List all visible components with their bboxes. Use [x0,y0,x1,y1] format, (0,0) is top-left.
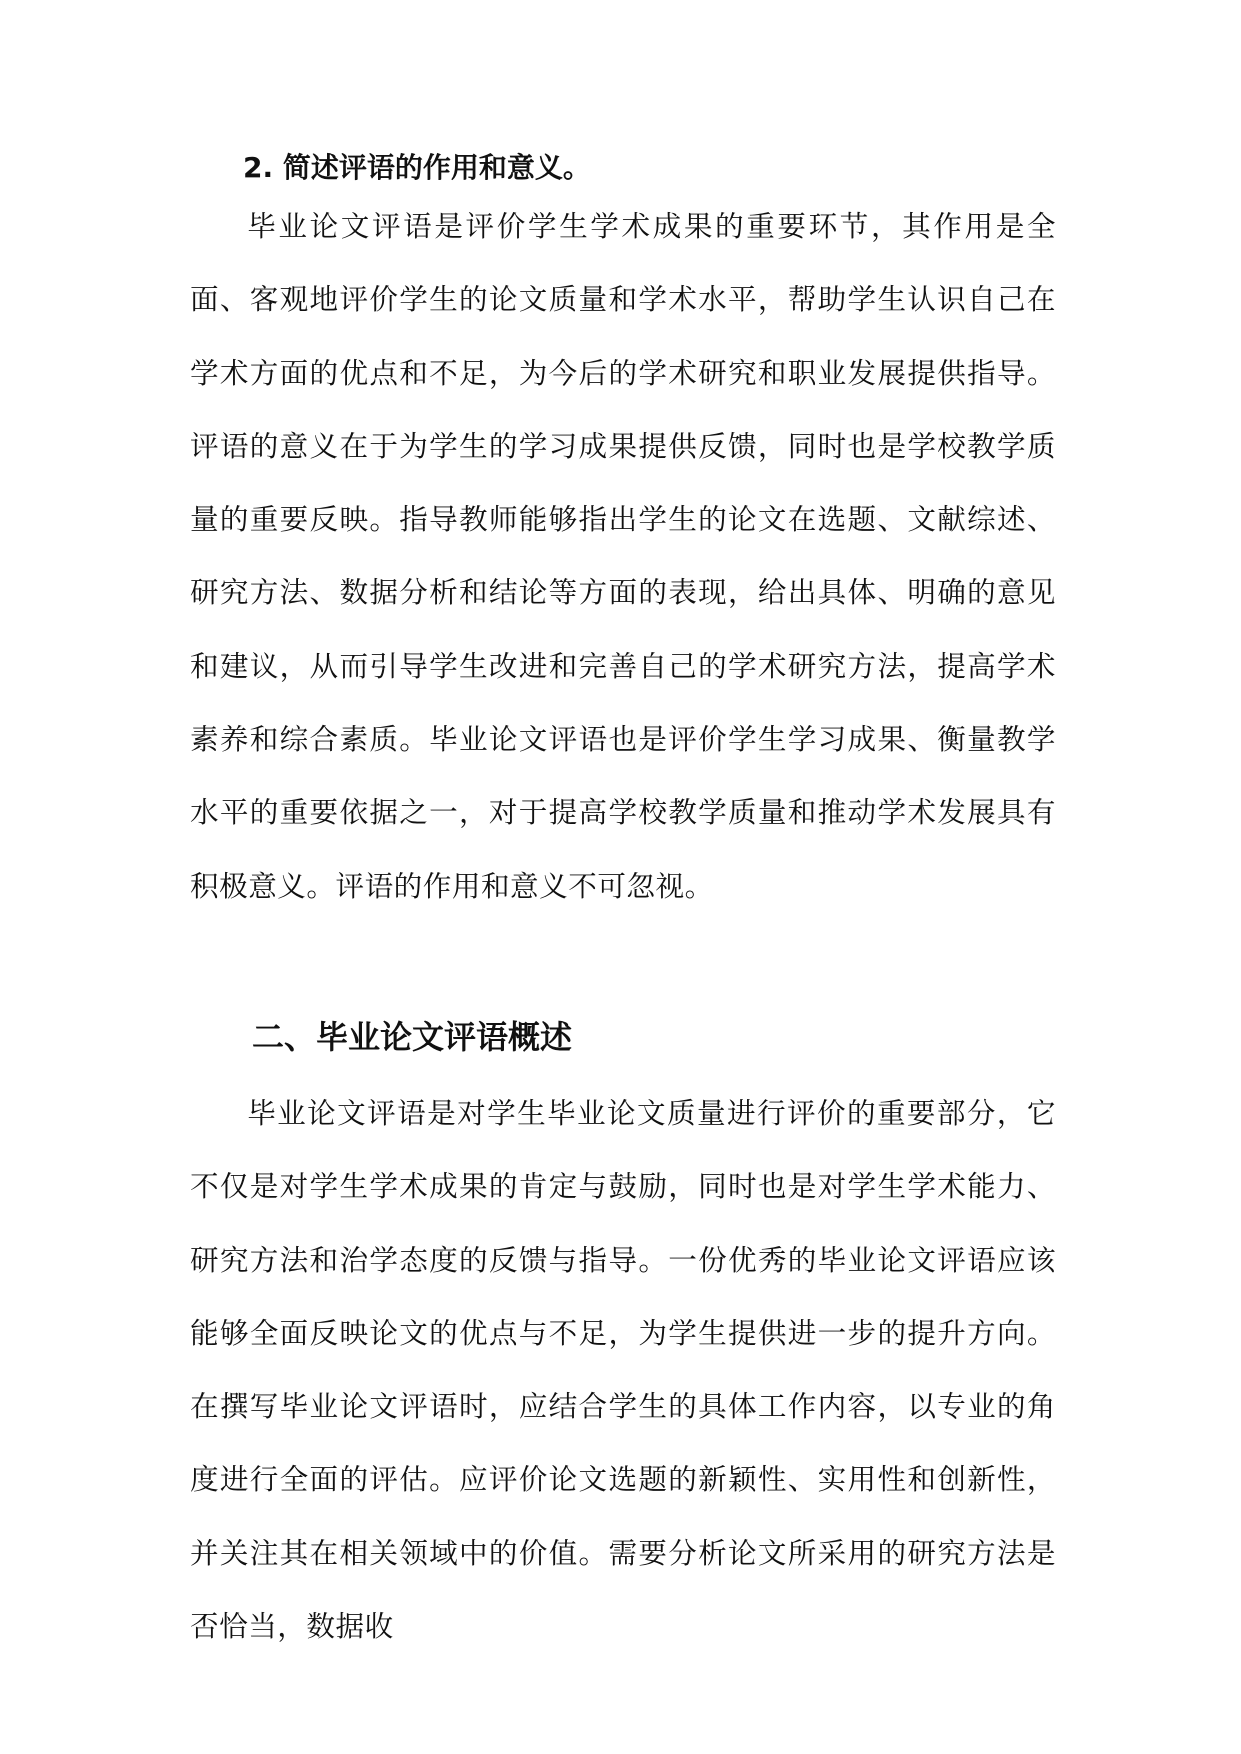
section-heading: 二、毕业论文评语概述 [252,1018,573,1056]
subsection-heading: 2. 简述评语的作用和意义。 [243,151,591,184]
paragraph-role-significance: 毕业论文评语是评价学生学术成果的重要环节，其作用是全面、客观地评价学生的论文质量和学术水平，帮助学生认识自己在学术方面的优点和不足，为今后的学术研究和职业发展提供指导。评语的意义在于为学生的学习成果提供反馈，同时也是学校教学质量的重要反映。指导教师能够指出学生的论文在选题、文献综述、研究方法、数据分析和结论等方面的表现，给出具体、明确的意见和建议，从而引导学生改进和完善自己的学术研究方法，提高学术素养和综合素质。毕业论文评语也是评价学生学习成果、衡量教学水平的重要依据之一，对于提高学校教学质量和推动学术发展具有积极意义。评语的作用和意义不可忽视。 [190,209,1056,903]
paragraph-overview: 毕业论文评语是对学生毕业论文质量进行评价的重要部分，它不仅是对学生学术成果的肯定与鼓励，同时也是对学生学术能力、研究方法和治学态度的反馈与指导。一份优秀的毕业论文评语应该能够全面反映论文的优点与不足，为学生提供进一步的提升方向。在撰写毕业论文评语时，应结合学生的具体工作内容，以专业的角度进行全面的评估。应评价论文选题的新颖性、实用性和创新性，并关注其在相关领域中的价值。需要分析论文所采用的研究方法是否恰当，数据收 [190,1096,1056,1644]
